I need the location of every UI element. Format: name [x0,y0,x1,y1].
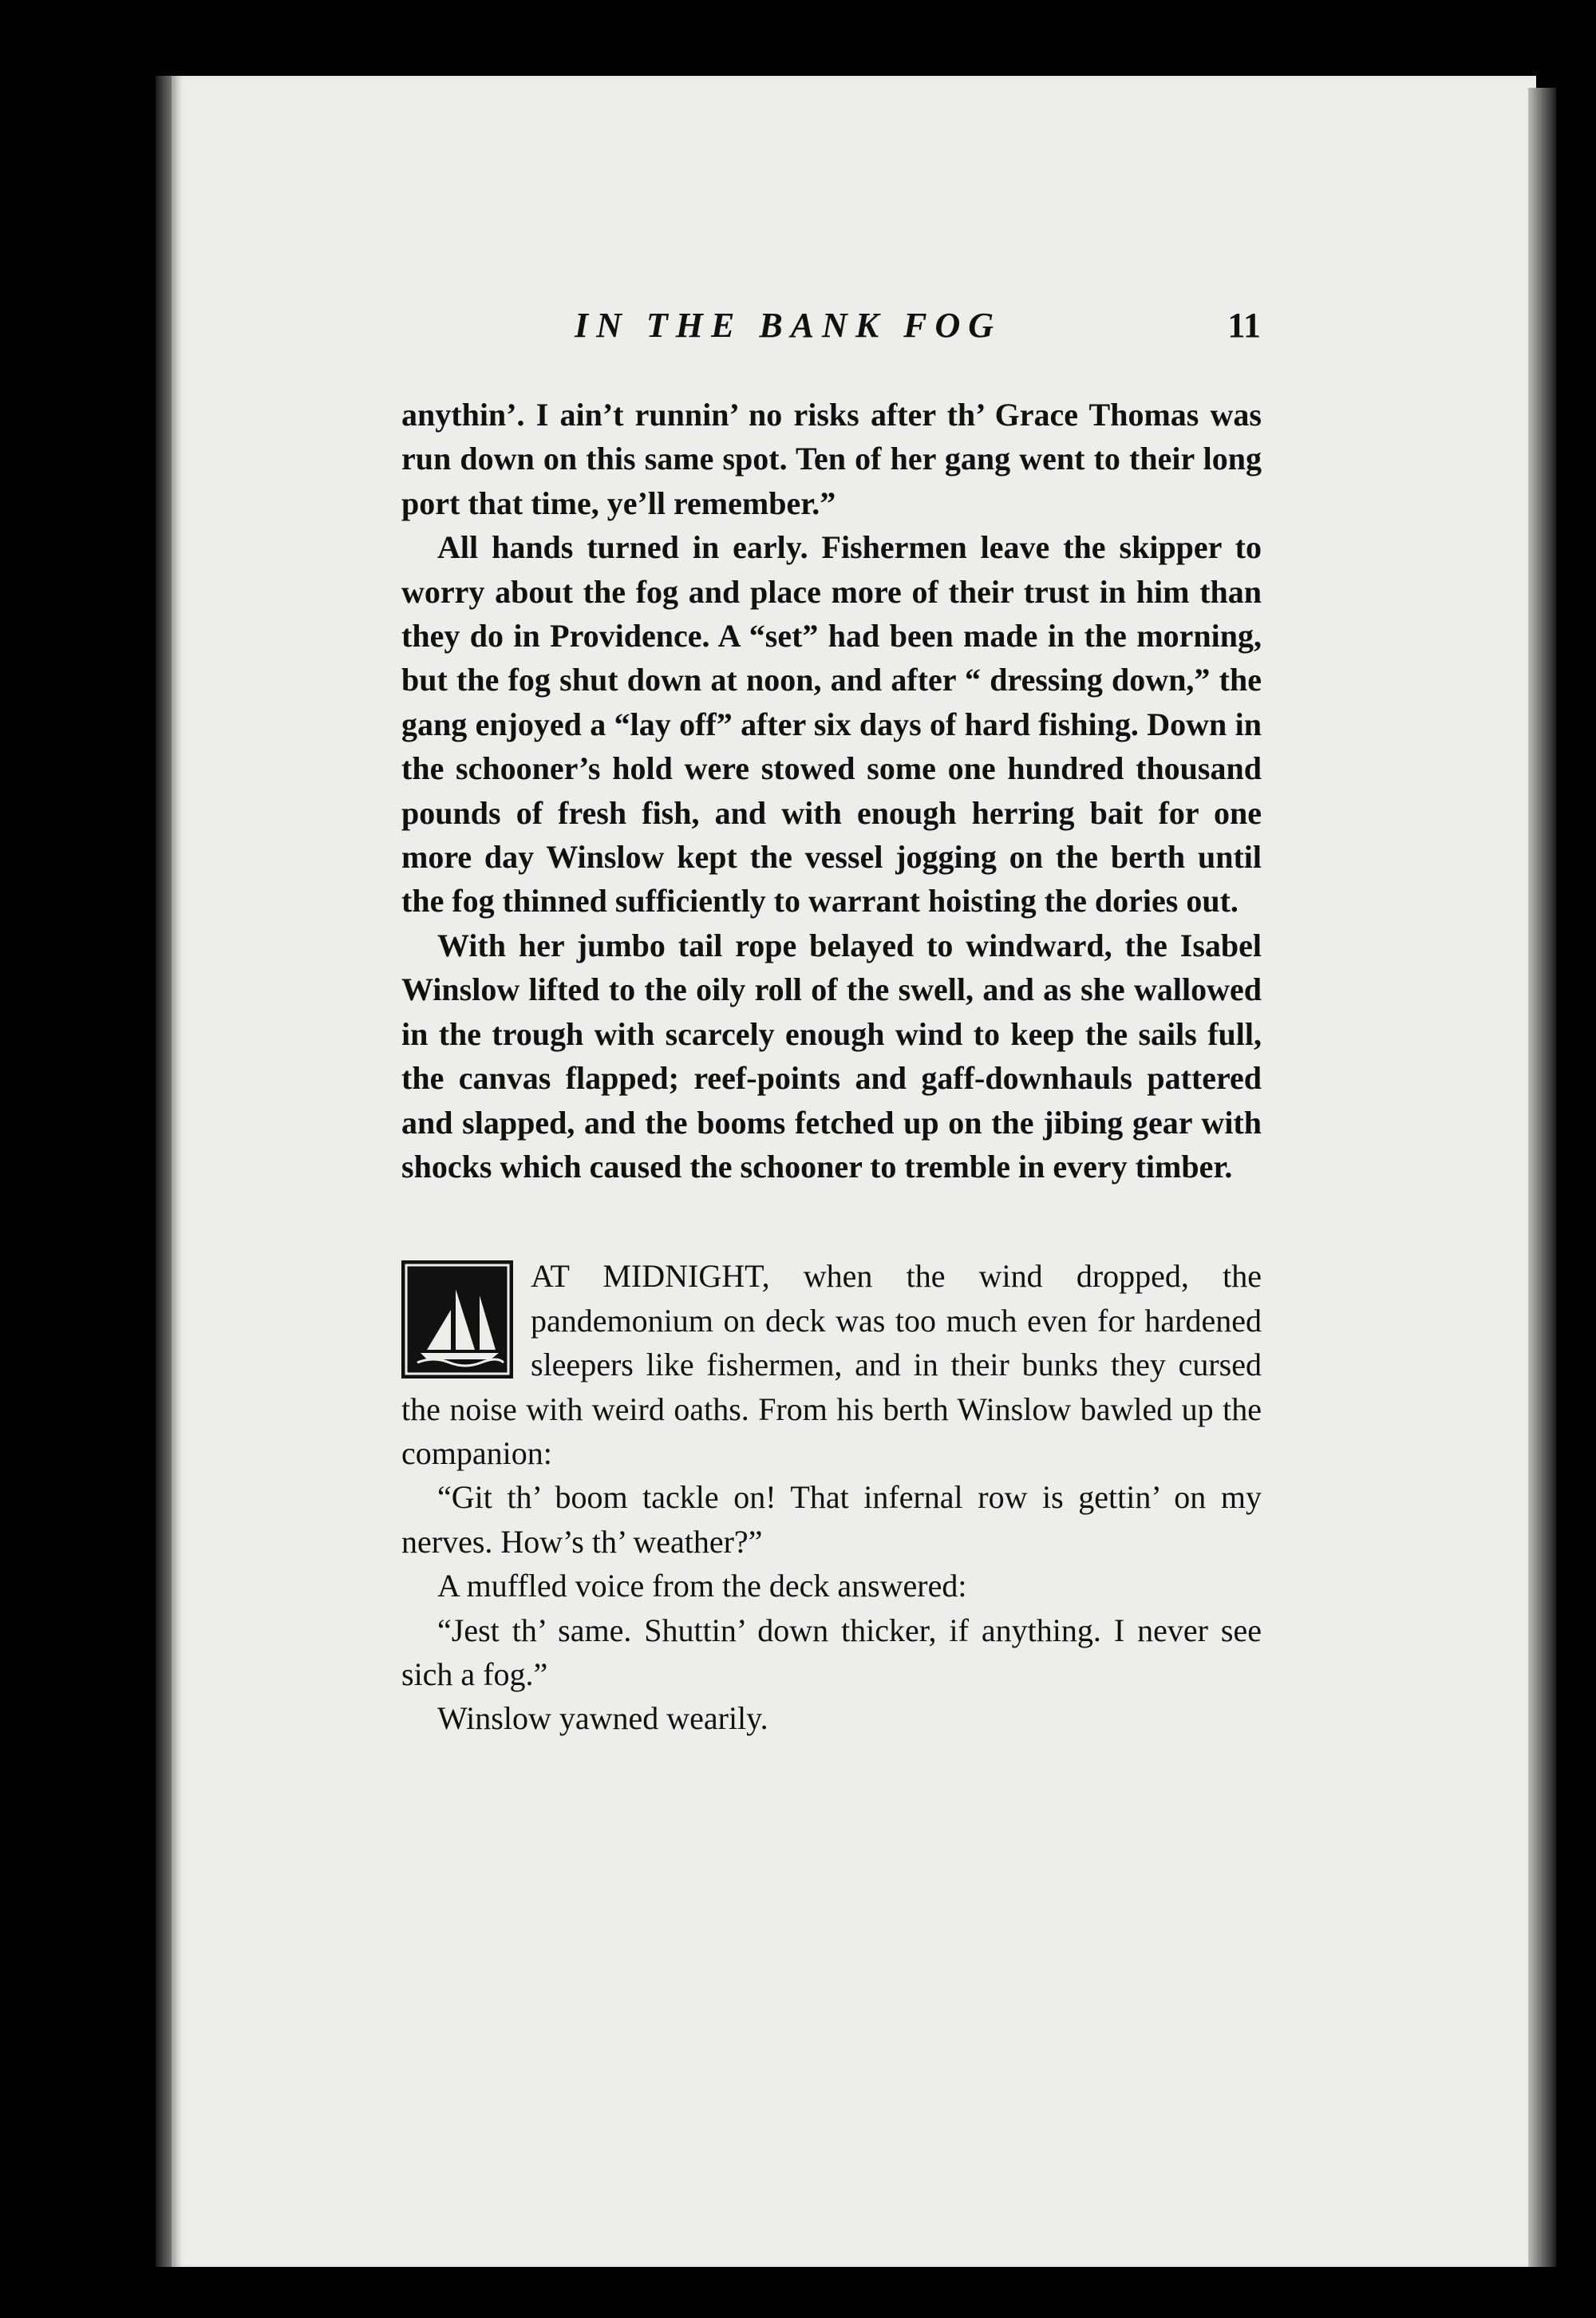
paragraph: All hands turned in early. Fishermen leave the skipper to worry about the fog and place more of their trust in him than they do in Providence. A “set” had been made in the morning, but the fog shut down at noon, and after “ dressing down,” the gang enjoyed a “lay off” after six days of hard fishing. Down in the schooner’s hold were stowed some one hundred thousand pounds of fresh fish, and with enough herring bait for one more day Winslow kept the vessel jogging on the berth until the fog thinned sufficiently to warrant hoisting the dories out. [401,529,1262,920]
schooner-sails-icon [401,1260,513,1379]
regular-text-section [401,1254,1262,1740]
paragraph: AT MIDNIGHT, when the wind dropped, the pandemonium on deck was too much even for hardened sleepers like fishermen, and in their bunks they cursed the noise with weird oaths. From his berth Winslow bawled up the companion: [401,1258,1262,1471]
bold-text-section [401,393,1262,1189]
body-text [401,393,1262,1741]
paragraph: anythin’. I ain’t runnin’ no risks after th’ Grace Thomas was run down on this same spot. Ten of her gang went to their long port that time, ye’ll remember.” [401,397,1262,521]
running-head: IN THE BANK FOG [575,306,1002,345]
paragraph: A muffled voice from the deck answered: [437,1568,967,1604]
paragraph: “Git th’ boom tackle on! That infernal row is gettin’ on my nerves. How’s th’ weather?” [401,1479,1262,1560]
paragraph: Winslow yawned wearily. [437,1700,768,1737]
page-header [399,305,1261,353]
paragraph: With her jumbo tail rope belayed to windward, the Isabel Winslow lifted to the oily roll of the swell, and as she wallowed in the trough with scarcely enough wind to keep the sails full, the canvas flapped; reef-points and gaff-downhauls pattered and slapped, and the booms fetched up on the jibing gear with shocks which caused the schooner to tremble in every timber. [401,927,1262,1185]
section-break [401,1189,1262,1254]
paragraph: “Jest th’ same. Shuttin’ down thicker, if anything. I never see sich a fog.” [401,1612,1262,1692]
page-number: 11 [1227,306,1261,345]
page-edge-shadow [1528,88,1556,2267]
